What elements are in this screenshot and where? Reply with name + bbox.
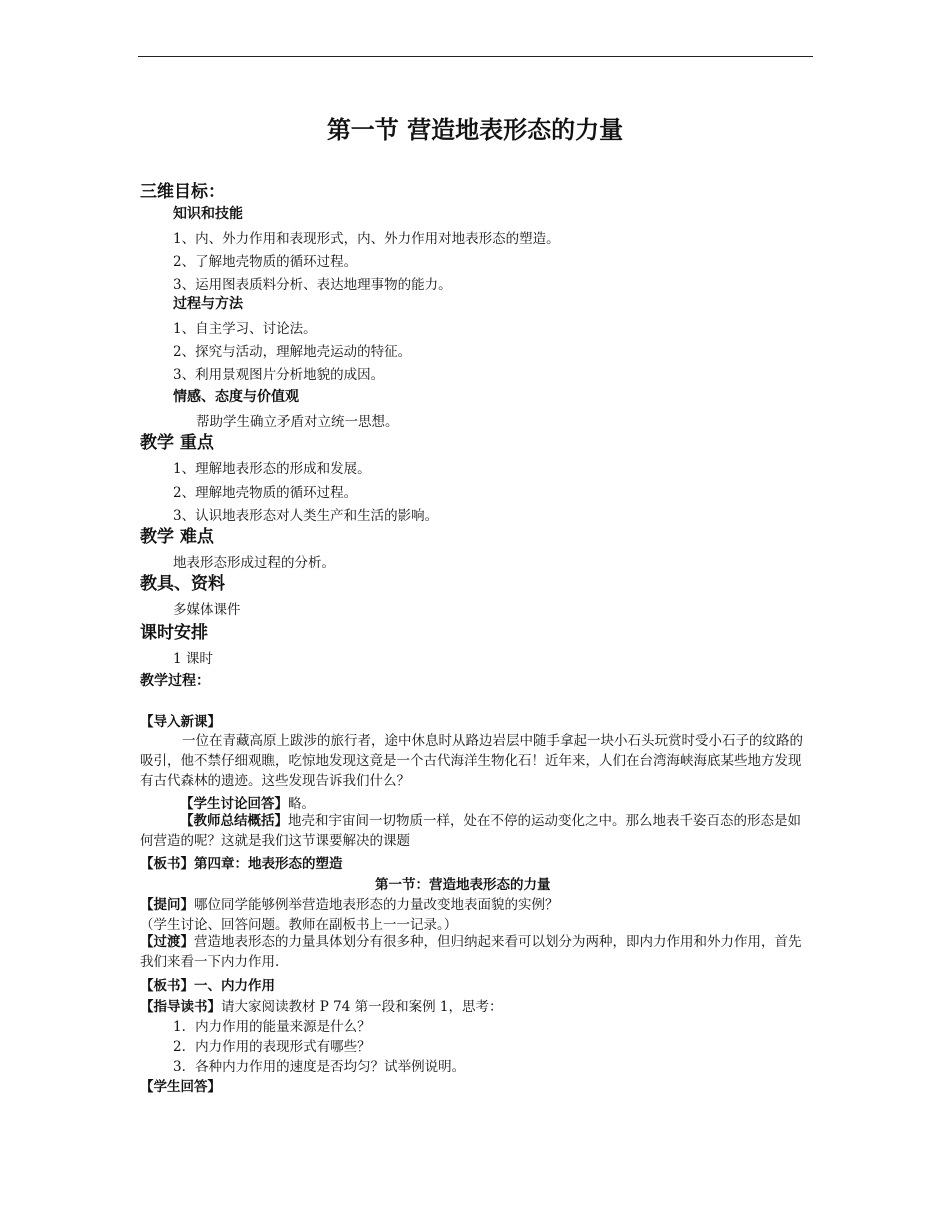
materials-heading: 教具、资料 (140, 574, 225, 594)
page-title: 第一节 营造地表形态的力量 (326, 116, 624, 144)
board-line-2 (140, 974, 275, 994)
transition-label: 【过渡】 (140, 934, 194, 950)
process-section-heading: 教学过程： (140, 673, 210, 689)
knowledge-heading: 知识和技能 (173, 206, 243, 222)
question-text: 哪位同学能够例举营造地表形态的力量改变地表面貌的实例？ (194, 897, 559, 913)
teacher-summary-label: 【教师总结概括】 (180, 813, 288, 829)
materials-text: 多媒体课件 (173, 602, 241, 618)
schedule-text: 1 课时 (173, 651, 213, 667)
guide-line (140, 995, 503, 1015)
process-item: 2、探究与活动，理解地壳运动的特征。 (173, 344, 412, 360)
board-label: 【板书】 (140, 978, 194, 994)
board-text: 一、内力作用 (194, 978, 275, 994)
guide-text: 请大家阅读教材 P 74 第一段和案例 1，思考： (221, 999, 503, 1015)
process-heading: 过程与方法 (173, 296, 243, 312)
knowledge-item: 3、运用图表质料分析、表达地理事物的能力。 (173, 277, 452, 293)
board-line-1 (140, 852, 343, 872)
key-points-heading: 教学 重点 (140, 433, 214, 453)
teacher-summary-paragraph (140, 811, 812, 851)
intro-text: 一位在青藏高原上跋涉的旅行者，途中休息时从路边岩层中随手拿起一块小石头玩赏时受小石子的纹路的吸引，他不禁仔细观瞧，吃惊地发现这竟是一个古代海洋生物化石！近年来，人们在台湾海峡海底某些地方发现有古代森林的遗迹。这些发现告诉我们什么？ (140, 733, 803, 789)
difficulty-text: 地表形态形成过程的分析。 (173, 555, 335, 571)
process-item: 1、自主学习、讨论法。 (173, 321, 317, 337)
intro-label: 【导入新课】 (140, 714, 221, 730)
student-discussion-label: 【学生讨论回答】 (180, 796, 288, 812)
teacher-summary-text: 地壳和宇宙间一切物质一样，处在不停的运动变化之中。那么地表千姿百态的形态是如何营造的呢？这就是我们这节课要解决的课题 (140, 813, 801, 849)
difficulty-heading: 教学 难点 (140, 527, 214, 547)
key-point-item: 3、认识地表形态对人类生产和生活的影响。 (173, 508, 439, 524)
reading-question: 1．内力作用的能量来源是什么？ (173, 1019, 371, 1035)
student-answer-label: 【学生回答】 (140, 1079, 221, 1095)
process-item: 3、利用景观图片分析地貌的成因。 (173, 367, 385, 383)
transition-text: 营造地表形态的力量具体划分有很多种，但归纳起来看可以划分为两种，即内力作用和外力作用，首先我们来看一下内力作用. (140, 934, 802, 970)
question-note: （学生讨论、回答问题。教师在副板书上一一记录。） (140, 917, 458, 933)
board-text: 第四章：地表形态的塑造 (194, 856, 343, 872)
schedule-heading: 课时安排 (140, 623, 208, 643)
reading-question: 2．内力作用的表现形式有哪些？ (173, 1039, 371, 1055)
board-subtitle: 第一节：营造地表形态的力量 (375, 877, 551, 893)
student-discussion-line (180, 792, 315, 812)
header-rule (138, 56, 813, 57)
student-discussion-text: 略。 (288, 796, 315, 812)
knowledge-item: 2、了解地壳物质的循环过程。 (173, 254, 358, 270)
guide-label: 【指导读书】 (140, 999, 221, 1015)
emotion-heading: 情感、态度与价值观 (173, 389, 299, 405)
intro-paragraph (140, 731, 812, 791)
objectives-heading: 三维目标： (140, 182, 225, 202)
key-point-item: 2、理解地壳物质的循环过程。 (173, 485, 358, 501)
reading-question: 3．各种内力作用的速度是否均匀？试举例说明。 (173, 1059, 466, 1075)
question-label: 【提问】 (140, 897, 194, 913)
key-point-item: 1、理解地表形态的形成和发展。 (173, 461, 371, 477)
board-label: 【板书】 (140, 856, 194, 872)
knowledge-item: 1、内、外力作用和表现形式，内、外力作用对地表形态的塑造。 (173, 231, 560, 247)
transition-paragraph (140, 932, 812, 972)
question-line (140, 893, 559, 913)
emotion-text: 帮助学生确立矛盾对立统一思想。 (196, 414, 399, 430)
